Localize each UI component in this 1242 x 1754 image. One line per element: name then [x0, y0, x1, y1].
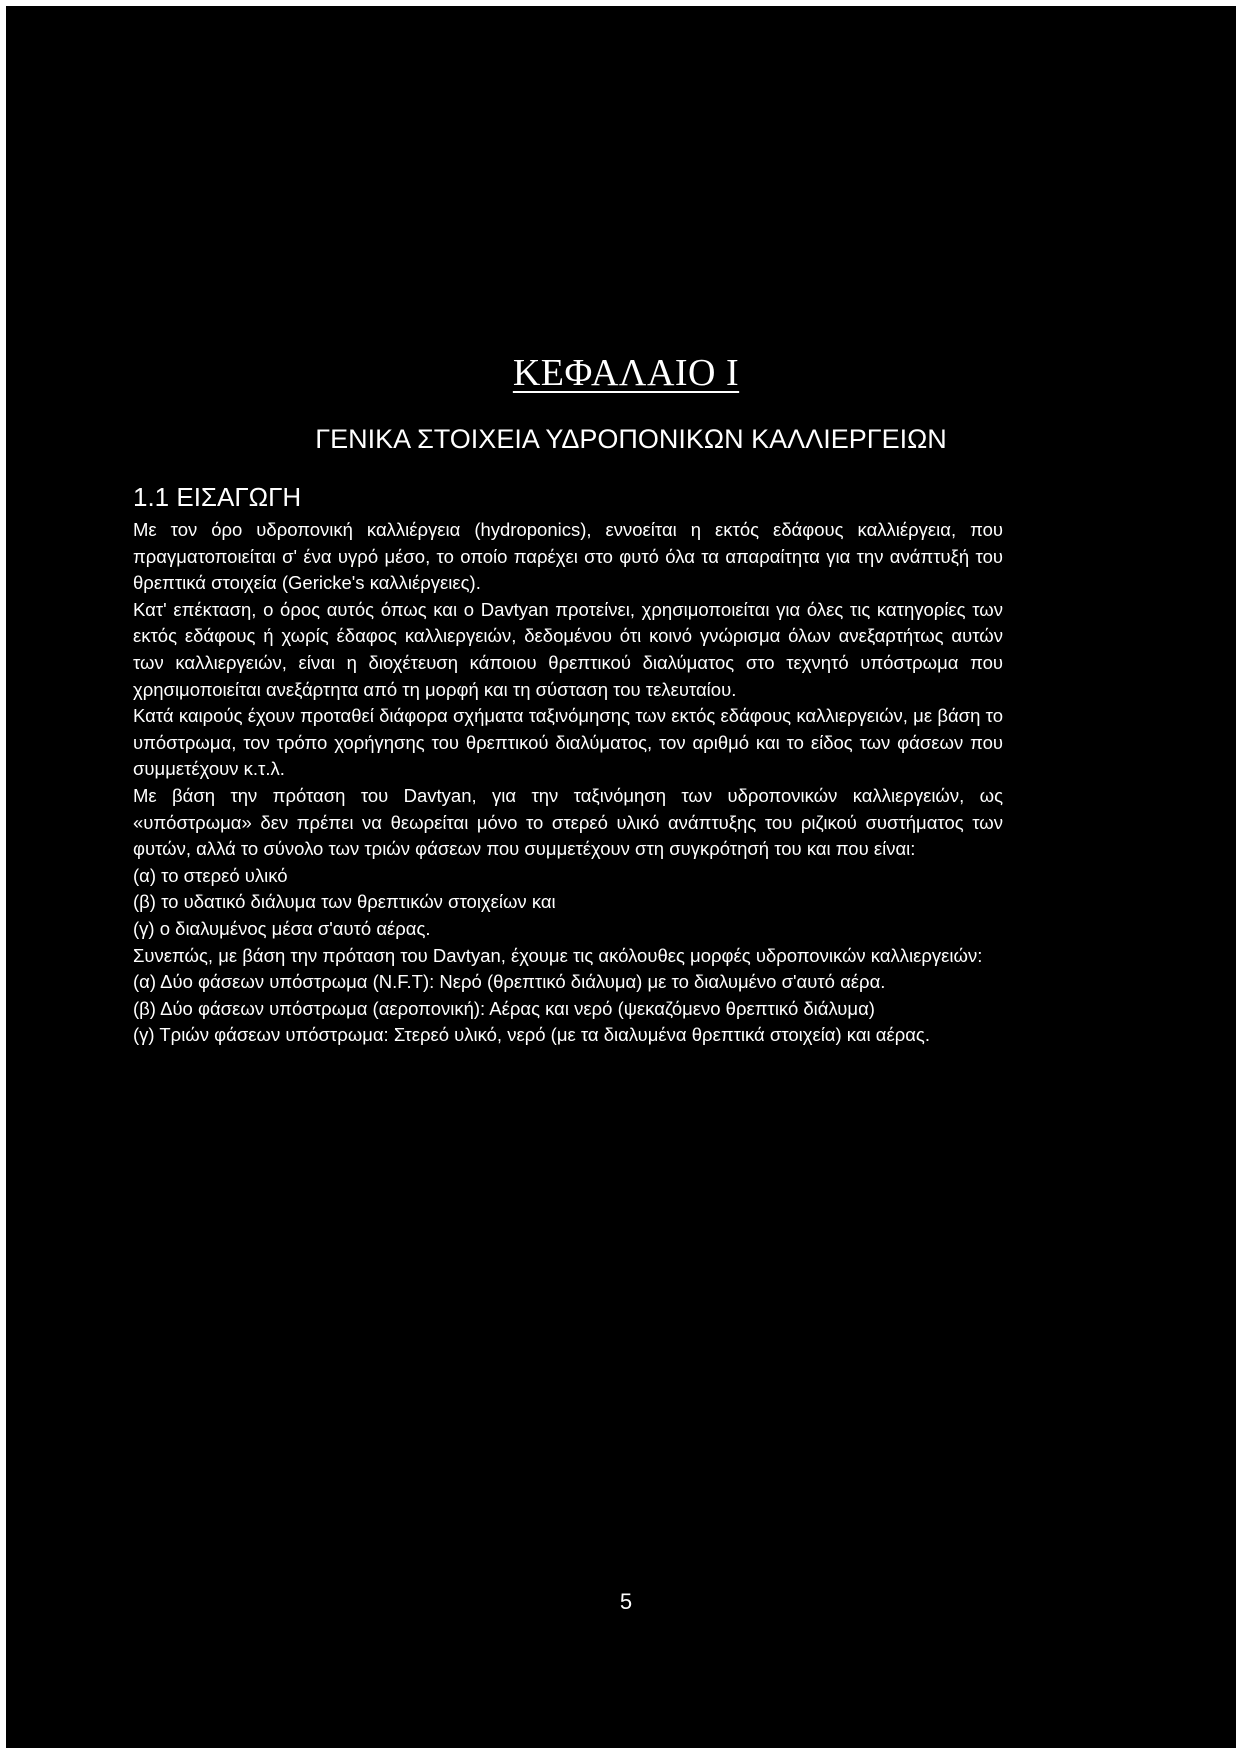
chapter-subtitle: ΓΕΝΙΚΑ ΣΤΟΙΧΕΙΑ ΥΔΡΟΠΟΝΙΚΩΝ ΚΑΛΛΙΕΡΓΕΙΩΝ [315, 424, 947, 454]
list-item-three-phase: (γ) Τριών φάσεων υπόστρωμα: Στερεό υλικό, νερό (με τα διαλυμένα θρεπτικά στοιχεία) και αέρας. [133, 1024, 930, 1046]
paragraph-classification: Κατά καιρούς έχουν προταθεί διάφορα σχήματα ταξινόμησης των εκτός εδάφους καλλιεργειών, με βάση το υπόστρωμα, τον τρόπο χορήγησης του θρεπτικού διαλύματος, τον αριθμό και το είδος των φάσεων που συμμετέχουν κ.τ.λ. [133, 705, 1003, 780]
chapter-title: ΚΕΦΑΛΑΙΟ Ι [512, 352, 740, 394]
body-content [133, 481, 1003, 1049]
paragraph-definition: Με τον όρο υδροπονική καλλιέργεια (hydroponics), εννοείται η εκτός εδάφους καλλιέργεια, που πραγματοποιείται σ' ένα υγρό μέσο, το οποίο παρέχει στο φυτό όλα τα απαραίτητα για την ανάπτυξή του θρεπτικά στοιχεία (Gericke's καλλιέργειες). [133, 519, 1003, 594]
paragraph-forms-intro: Συνεπώς, με βάση την πρόταση του Davtyan, έχουμε τις ακόλουθες μορφές υδροπονικών καλλιεργειών: [133, 944, 983, 966]
paragraph-davtyan-proposal: Με βάση την πρόταση του Davtyan, για την ταξινόμηση των υδροπονικών καλλιεργειών, ως «υπόστρωμα» δεν πρέπει να θεωρείται μόνο το στερεό υλικό ανάπτυξης του ριζικού συστήματος των φυτών, αλλά το σύνολο των τριών φάσεων που συμμετέχουν στη συγκρότησή του και που είναι: [133, 784, 1003, 860]
document-page [6, 6, 1236, 1748]
list-item-solution: (β) το υδατικό διάλυμα των θρεπτικών στοιχείων και [133, 891, 556, 913]
paragraph-extension: Κατ' επέκταση, ο όρος αυτός όπως και ο Davtyan προτείνει, χρησιμοποιείται για όλες τις κατηγορίες των εκτός εδάφους ή χωρίς έδαφος καλλιεργειών, δεδομένου ότι κοινό γνώρισμα όλων ανεξαρτήτως αυτών των καλλιεργειών, είναι η διοχέτευση κάποιου θρεπτικού διαλύματος στο τεχνητό υπόστρωμα που χρησιμοποιείται ανεξάρτητα από τη μορφή και τη σύσταση του τελευταίου. [133, 598, 1003, 700]
list-item-air: (γ) ο διαλυμένος μέσα σ'αυτό αέρας. [133, 917, 431, 939]
list-item-solid: (α) το στερεό υλικό [133, 864, 288, 886]
page-number: 5 [619, 1589, 633, 1614]
list-item-nft: (α) Δύο φάσεων υπόστρωμα (N.F.T): Νερό (θρεπτικό διάλυμα) με το διαλυμένο σ'αυτό αέρα. [133, 971, 886, 993]
section-heading: 1.1 ΕΙΣΑΓΩΓΗ [133, 482, 302, 512]
list-item-aeroponics: (β) Δύο φάσεων υπόστρωμα (αεροπονική): Αέρας και νερό (ψεκαζόμενο θρεπτικό διάλυμα) [133, 997, 875, 1019]
